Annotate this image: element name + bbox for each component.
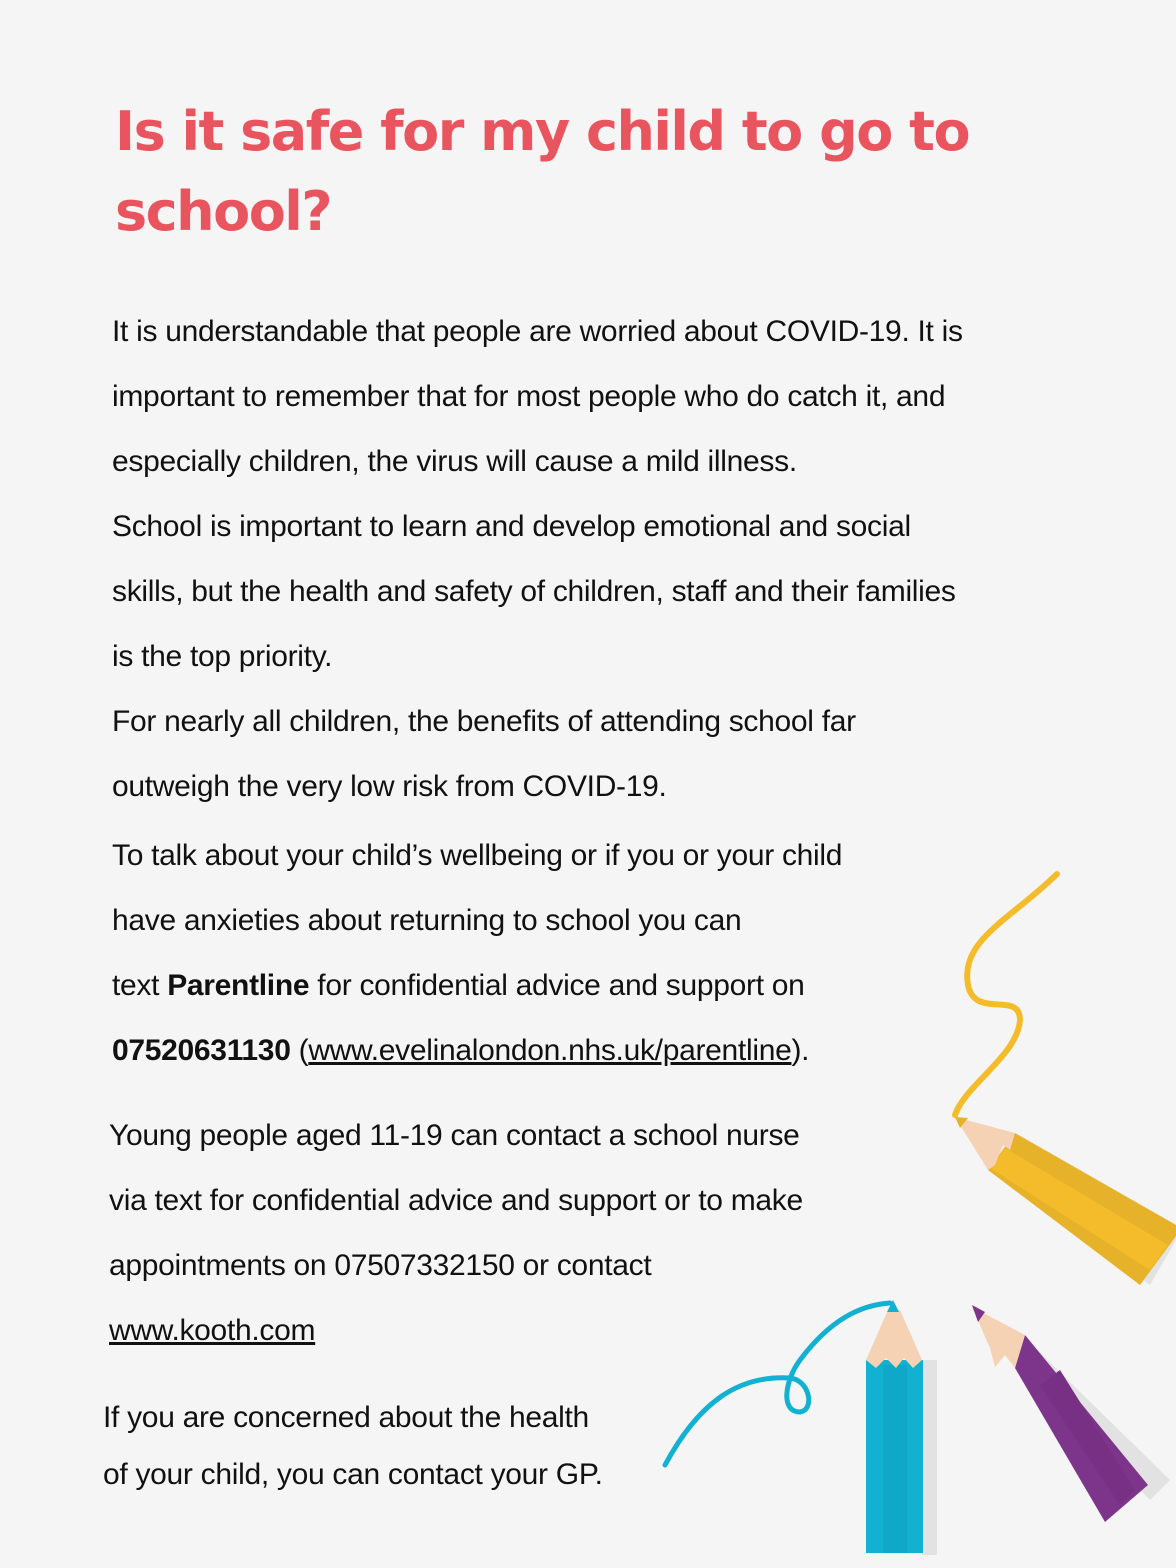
body-text-line: appointments on 07507332150 or contact [109, 1249, 652, 1282]
body-text-line: For nearly all children, the benefits of attending school far [112, 705, 856, 738]
open-paren: ( [290, 1034, 309, 1067]
body-text-line: If you are concerned about the health [103, 1401, 589, 1434]
close-paren: ). [791, 1034, 810, 1067]
body-text-line: of your child, you can contact your GP. [103, 1458, 603, 1491]
yellow-squiggle [955, 874, 1057, 1115]
parentline-name: Parentline [167, 969, 310, 1002]
body-text-line: To talk about your child’s wellbeing or if you or your child [112, 839, 843, 872]
body-text-line: It is understandable that people are worried about COVID-19. It is [112, 315, 963, 348]
body-text-line: via text for confidential advice and support or to make [109, 1184, 803, 1217]
body-text-line: Young people aged 11-19 can contact a school nurse [109, 1119, 800, 1152]
body-text-line: outweigh the very low risk from COVID-19. [112, 770, 667, 803]
evelina-parentline-link[interactable]: www.evelinalondon.nhs.uk/parentline [308, 1034, 792, 1067]
purple-pencil-icon [972, 1305, 1170, 1522]
kooth-link[interactable]: www.kooth.com [109, 1314, 316, 1347]
page-title: Is it safe for my child to go to school? [115, 100, 970, 243]
yellow-pencil-icon [955, 1117, 1176, 1285]
text-prefix: text [112, 969, 168, 1002]
body-text-line: skills, but the health and safety of children, staff and their families [112, 575, 956, 608]
text-suffix: for confidential advice and support on [309, 969, 805, 1002]
body-text-line: is the top priority. [112, 640, 333, 673]
body-text-line: important to remember that for most people who do catch it, and [112, 380, 946, 413]
body-text-line: especially children, the virus will cause a mild illness. [112, 445, 797, 478]
body-text-line: have anxieties about returning to school you can [112, 904, 742, 937]
body-text-line: School is important to learn and develop emotional and social [112, 510, 911, 543]
blue-squiggle [665, 1303, 890, 1465]
parentline-phone: 07520631130 [112, 1034, 291, 1067]
blue-pencil-icon [866, 1300, 937, 1555]
